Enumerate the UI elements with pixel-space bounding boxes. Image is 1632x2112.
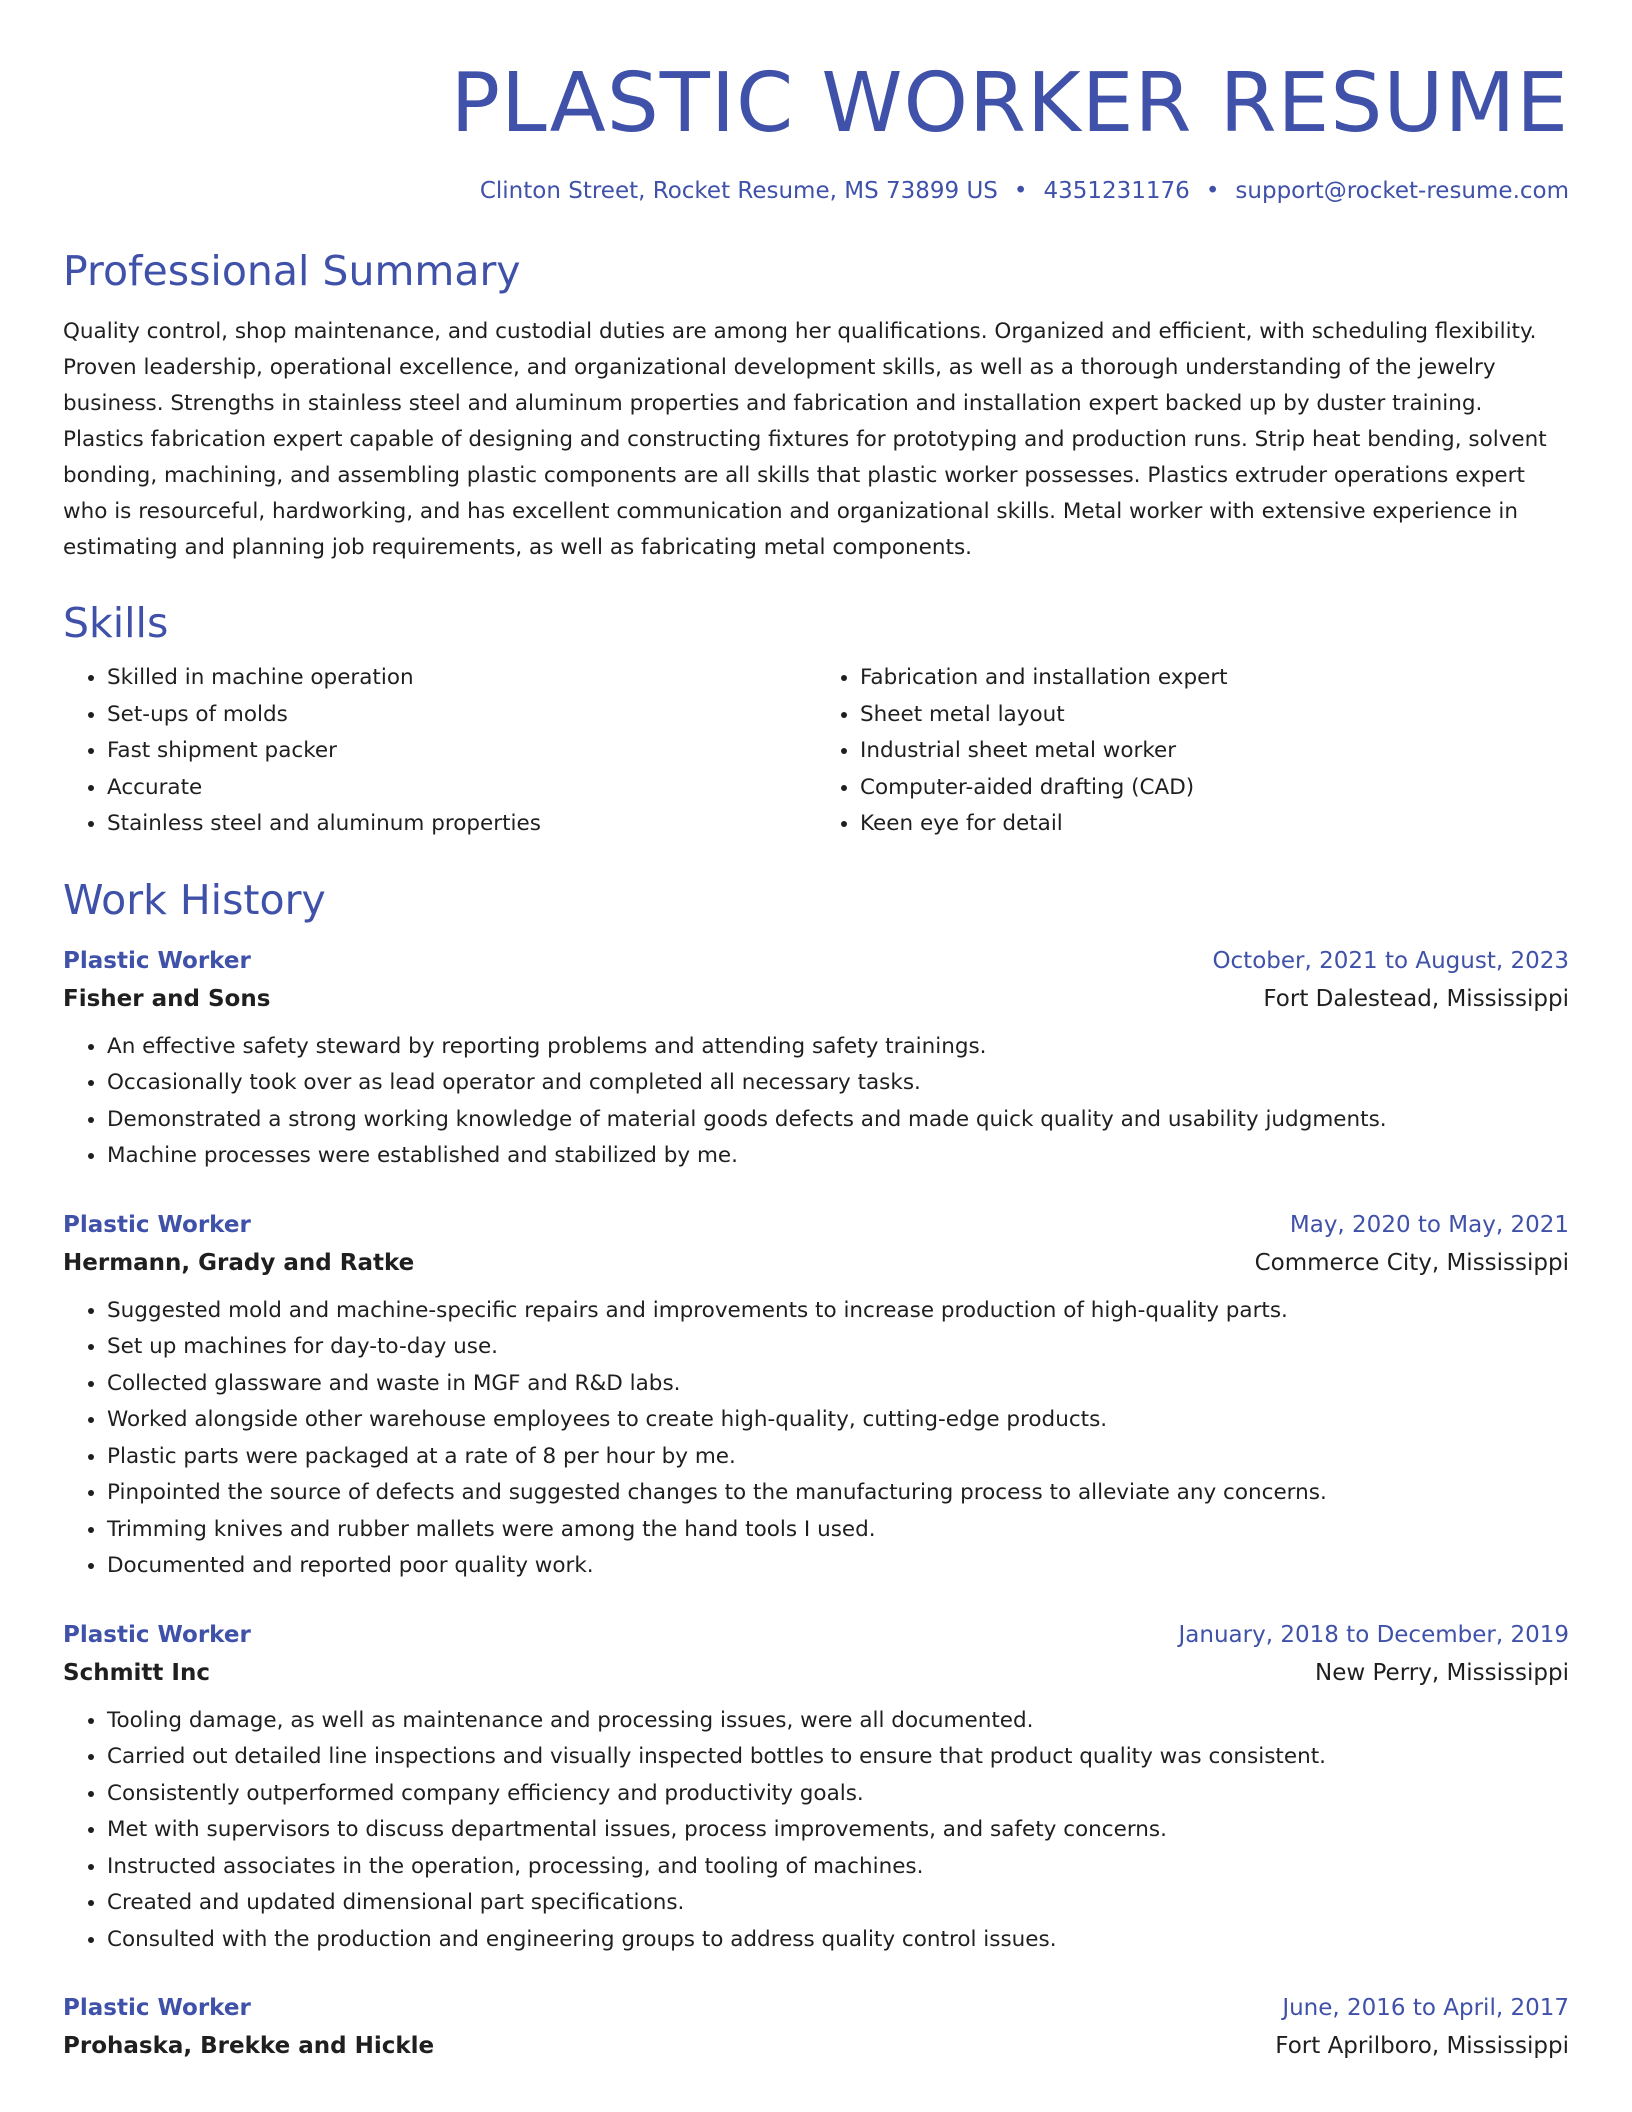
job-entry (63, 1617, 1569, 1959)
job-company: Prohaska, Brekke and Hickle (63, 2033, 435, 2059)
skill-item: • Sheet metal layout (860, 697, 1569, 734)
job-dates: October, 2021 to August, 2023 (1212, 947, 1569, 974)
job-bullet: • Documented and reported poor quality work. (107, 1548, 1569, 1585)
skill-item: • Keen eye for detail (860, 806, 1569, 843)
job-bullet: • Machine processes were established and stabilized by me. (107, 1138, 1569, 1175)
skills-heading: Skills (63, 599, 169, 647)
job-title: Plastic Worker (63, 1995, 251, 2021)
job-company: Hermann, Grady and Ratke (63, 1249, 415, 1276)
job-bullet: • An effective safety steward by reporting problems and attending safety trainings. (107, 1029, 1569, 1066)
job-bullet: • Tooling damage, as well as maintenance and processing issues, were all documented. (107, 1703, 1569, 1740)
job-company: Fisher and Sons (63, 985, 271, 1012)
job-bullet: • Created and updated dimensional part specifications. (107, 1885, 1569, 1922)
job-location: Fort Aprilboro, Mississippi (1275, 2033, 1569, 2059)
job-bullet: • Demonstrated a strong working knowledge of material goods defects and made quick quality and usability judgments. (107, 1102, 1569, 1139)
skill-item: • Accurate (107, 770, 816, 807)
job-bullets (63, 1293, 1569, 1585)
skill-item: • Computer-aided drafting (CAD) (860, 770, 1569, 807)
job-bullet: • Met with supervisors to discuss departmental issues, process improvements, and safety concerns. (107, 1812, 1569, 1849)
job-bullet: • Collected glassware and waste in MGF and R&D labs. (107, 1366, 1569, 1403)
job-dates: May, 2020 to May, 2021 (1289, 1211, 1569, 1238)
job-company: Schmitt Inc (63, 1659, 210, 1686)
job-entry (63, 1990, 1569, 2066)
work-history-heading: Work History (63, 875, 326, 924)
skills-list (63, 660, 1569, 843)
job-entry (63, 943, 1569, 1175)
job-bullet: • Worked alongside other warehouse employees to create high-quality, cutting-edge products. (107, 1402, 1569, 1439)
job-title: Plastic Worker (63, 947, 251, 974)
job-bullet: • Consistently outperformed company efficiency and productivity goals. (107, 1776, 1569, 1813)
skill-item: • Skilled in machine operation (107, 660, 816, 697)
skill-item: • Industrial sheet metal worker (860, 733, 1569, 770)
job-dates: January, 2018 to December, 2019 (1178, 1621, 1569, 1648)
separator-dot: • (1013, 178, 1028, 204)
job-bullet: • Pinpointed the source of defects and suggested changes to the manufacturing process to alleviate any concerns. (107, 1475, 1569, 1512)
contact-phone: 4351231176 (1043, 178, 1190, 204)
job-bullet: • Trimming knives and rubber mallets were among the hand tools I used. (107, 1512, 1569, 1549)
job-bullet: • Carried out detailed line inspections and visually inspected bottles to ensure that product quality was consistent. (107, 1739, 1569, 1776)
contact-address: Clinton Street, Rocket Resume, MS 73899 US (479, 178, 998, 204)
contact-line (63, 176, 1569, 206)
summary-text: Quality control, shop maintenance, and custodial duties are among her qualifications. Organized and efficient, with scheduling flexibility. Proven leadership, operational excellence, and organizational development skills, as well as a thorough understanding of the jewelry business. Strengths in stainless steel and aluminum properties and fabrication and installation expert backed up by duster training. Plastics fabrication expert capable of designing and constructing fixtures for prototyping and production runs. Strip heat bending, solvent bonding, machining, and assembling plastic components are all skills that plastic worker possesses. Plastics extruder operations expert who is resourceful, hardworking, and has excellent communication and organizational skills. Metal worker with extensive experience in estimating and planning job requirements, as well as fabricating metal components. (63, 319, 1547, 560)
skill-item: • Stainless steel and aluminum properties (107, 806, 816, 843)
job-entry (63, 1207, 1569, 1585)
job-bullet: • Suggested mold and machine-specific repairs and improvements to increase production of high-quality parts. (107, 1293, 1569, 1330)
job-location: Commerce City, Mississippi (1254, 1249, 1569, 1276)
job-title: Plastic Worker (63, 1621, 251, 1648)
skill-item: • Fast shipment packer (107, 733, 816, 770)
resume-header (63, 0, 1569, 206)
job-bullets (63, 1703, 1569, 1959)
job-location: Fort Dalestead, Mississippi (1263, 985, 1569, 1012)
job-bullet: • Consulted with the production and engineering groups to address quality control issues. (107, 1922, 1569, 1959)
skill-item: • Set-ups of molds (107, 697, 816, 734)
resume-title: PLASTIC WORKER RESUME (450, 56, 1569, 151)
job-bullets (63, 1029, 1569, 1175)
job-bullet: • Occasionally took over as lead operator and completed all necessary tasks. (107, 1065, 1569, 1102)
skills-column-right (816, 660, 1569, 843)
separator-dot: • (1205, 178, 1220, 204)
job-dates: June, 2016 to April, 2017 (1282, 1995, 1569, 2021)
contact-email: support@rocket-resume.com (1235, 178, 1569, 204)
job-location: New Perry, Mississippi (1315, 1659, 1569, 1686)
skill-item: • Fabrication and installation expert (860, 660, 1569, 697)
summary-heading: Professional Summary (63, 247, 521, 295)
skills-column-left (63, 660, 816, 843)
job-bullet: • Plastic parts were packaged at a rate of 8 per hour by me. (107, 1439, 1569, 1476)
job-bullet: • Instructed associates in the operation, processing, and tooling of machines. (107, 1849, 1569, 1886)
job-bullet: • Set up machines for day-to-day use. (107, 1329, 1569, 1366)
job-title: Plastic Worker (63, 1211, 251, 1238)
